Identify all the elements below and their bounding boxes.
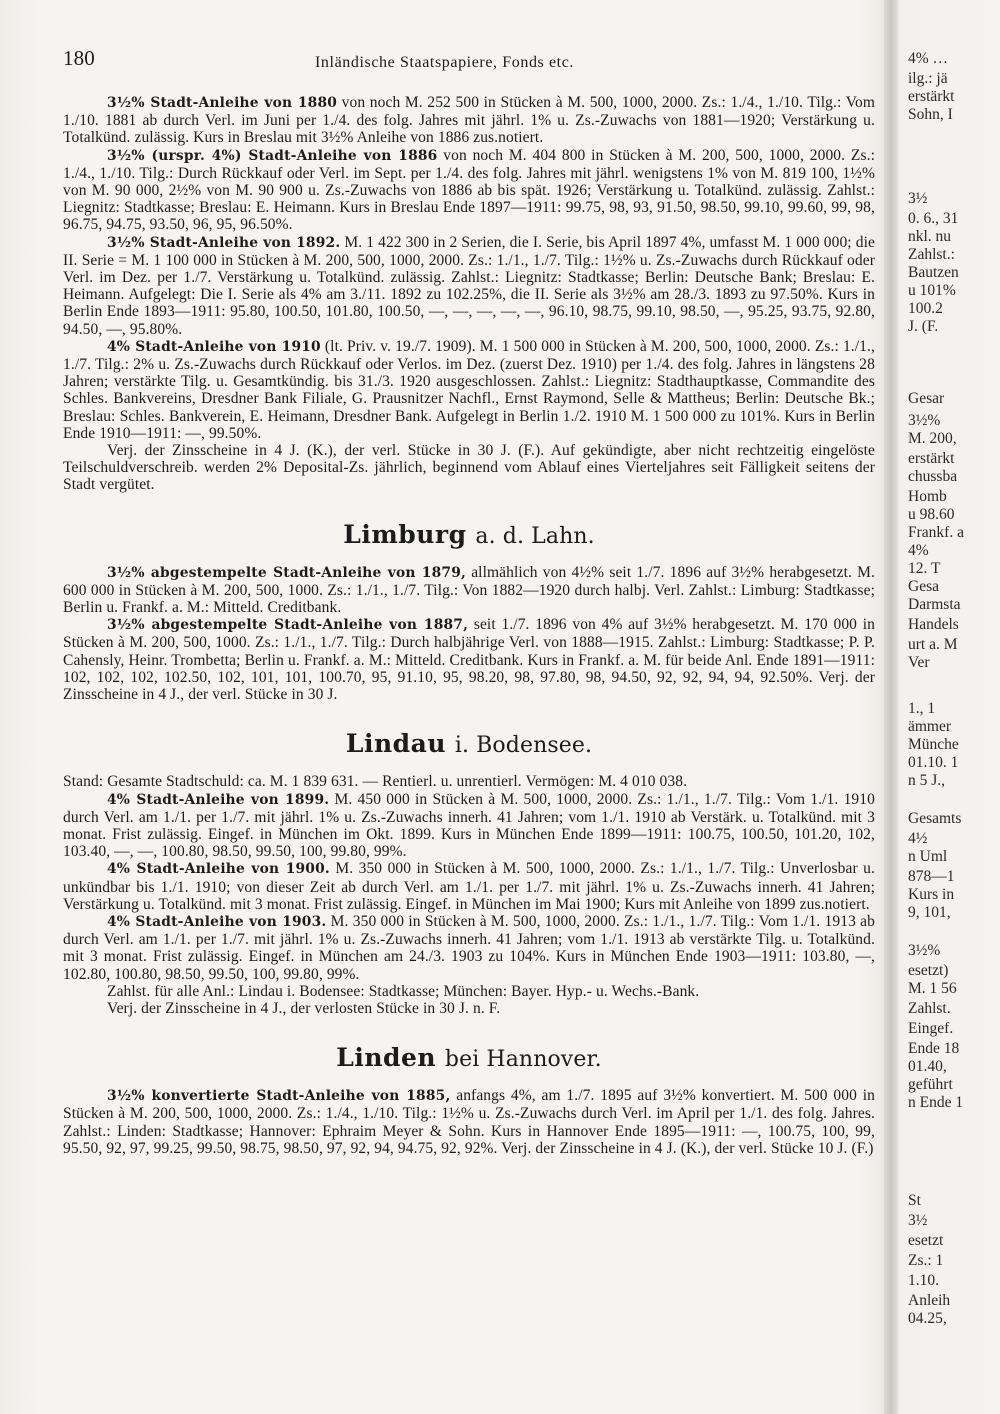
entry-text: von noch M. 252 500 in Stücken à M. 500, 1000, 2000. Zs.: 1./4., 1./10. Tilg.: Vom 1./10. 1881 ab durch Verl. im Juni per 1./4. des folg. Jahres mit jährl. 1% u. Zs.-Zuwachs von 1881—1920; Verstärkung u. Totalkünd. zulässig. Kurs in Breslau mit 3½% Anleihe von 1886 zus.notiert.	[63, 94, 875, 147]
right-column-fragment: Gesamts	[908, 810, 962, 827]
entry-text: M. 1 422 300 in 2 Serien, die I. Serie, bis April 1897 4%, umfasst M. 1 000 000; die II. Serie = M. 1 100 000 in Stücken à M. 200, 500, 1000, 2000. Zs.: 1./1., 1./7. Tilg.: 1½% u. Zs.-Zuwachs durch Rückkauf oder Verl. im Dez. per 1./7. Verstärkung u. Totalkünd. zulässig. Zahlst.: Liegnitz: Stadtkasse; Berlin: Deutsche Bank; Breslau: E. Heimann. Aufgelegt: Die I. Serie als 4% am 3./11. 1892 zu 102.25%, die II. Serie als 3½% am 28./3. 1893 zu 97.50%. Kurs in Berlin Ende 1893—1911: 95.80, 100.50, 101.80, 100.50, —, —, —, —, —, 96.10, 98.75, 99.10, 98.50, —, 95.25, 93.75, 92.80, 94.50, —, 95.80%.	[63, 233, 875, 338]
right-column-fragment: J. (F.	[908, 318, 939, 335]
entry-text: von noch M. 404 800 in Stücken à M. 200, 500, 1000, 2000. Zs.: 1./4., 1./10. Tilg.: Durch Rückkauf oder Verl. im Sept. per 1./4. des folg. Jahres mit jährl. wenigstens 1% von M. 819 100, 1½% von M. 90 000, 2½% von M. 90 900 u. Zs.-Zuwachs von 1886 ab bis spät. 1926; Verstärkung u. Totalkünd. zulässig. Zahlst.: Liegnitz: Stadtkasse; Breslau: E. Heimann. Kurs in Breslau Ende 1897—1911: 99.75, 98, 93, 91.50, 98.50, 99.10, 99.60, 99, 98, 96.75, 94.75, 93.50, 96, 95, 96.50%.	[63, 146, 875, 234]
right-column-fragment: n Ende 1	[908, 1094, 964, 1111]
entry-title: 4% Stadt-Anleihe von 1910	[107, 338, 321, 355]
entry-title: 4% Stadt-Anleihe von 1899.	[107, 791, 330, 808]
right-column-fragment: 3½	[908, 1212, 928, 1229]
right-column-fragment: geführt	[908, 1076, 953, 1093]
entry-liegnitz-1880	[63, 94, 875, 147]
right-column-fragment: 4½	[908, 830, 928, 847]
right-column-fragment: 01.10. 1	[908, 754, 959, 771]
right-column-fragment: 04.25,	[908, 1310, 947, 1327]
entry-linden-1885	[63, 1087, 875, 1157]
entry-text: (lt. Priv. v. 19./7. 1909). M. 1 500 000 in Stücken à M. 200, 500, 1000, 2000. Zs.: 1./1., 1./7. Tilg.: 2% u. Zs.-Zuwachs durch Rückkauf oder Verlos. im Dez. (zuerst Dez. 1910) per 1./4. des folg. Jahres in längstens 28 Jahren; verstärkte Tilg. u. Gesamtkündig. bis 31./3. 1920 ausgeschlossen. Zahlst.: Liegnitz: Stadthauptkasse, Commandite des Schles. Bankvereins, Dresdner Bank Filiale, G. Prausnitzer Nachfl., Ernst Raymond, Selle & Mattheus; Berlin: Deutsche Bk.; Breslau: Schles. Bankverein, E. Heimann, Dresdner Bank. Aufgelegt in Berlin 1./2. 1910 M. 1 500 000 zu 101%. Kurs in Berlin Ende 1910—1911: —, 99.50%.	[63, 337, 875, 442]
entry-text: seit 1./7. 1896 von 4% auf 3½% herabgesetzt. M. 170 000 in Stücken à M. 200, 500, 1000. Zs.: 1./1., 1./7. Tilg.: Durch halbjährige Verl. von 1888—1915. Zahlst.: Limburg: Stadtkasse; P. P. Cahensly, Heinr. Trombetta; Berlin u. Frankf. a. M.: Mitteld. Creditbank. Kurs in Frankf. a. M. für beide Anl. Ende 1891—1911: 102, 102, 102, 102.50, 102, 101, 101, 100.70, 95, 91.10, 95, 98.20, 98, 97.80, 98, 94.50, 92, 92, 94, 94, 92.50%. Verj. der Zinsscheine in 4 J., der verl. Stücke in 30 J.	[63, 616, 876, 704]
section-linden	[63, 1087, 875, 1157]
city-heading-limburg	[63, 520, 875, 552]
right-column-fragment: Zs.: 1	[908, 1252, 944, 1269]
right-column-fragment: 1., 1	[908, 700, 936, 717]
entry-text: allmählich von 4½% seit 1./7. 1896 auf 3½% herabgesetzt. M. 600 000 in Stücken à M. 200, 500, 1000. Zs.: 1./1., 1./7. Tilg.: Von 1882—1920 durch halbj. Verl. Zahlst.: Limburg: Stadtkasse; Berlin u. Frankf. a. M.: Mitteld. Creditbank.	[63, 563, 875, 617]
right-column-fragment: Gesar	[908, 390, 945, 407]
right-column-fragment: esetzt	[908, 1232, 944, 1249]
entry-text: anfangs 4%, am 1./7. 1895 auf 3½% konvertiert. M. 500 000 in Stücken à M. 200, 500, 1000, 2000. Zs.: 1./4., 1./10. Tilg.: 1½% u. Zs.-Zuwachs durch Verl. im April per 1./1. des folg. Jahres. Zahlst.: Linden: Stadtkasse; Hannover: Ephraim Meyer & Sohn. Kurs in Hannover Ende 1895—1911: —, 100.75, 100, 99, 95.50, 92, 97, 99.25, 99.50, 98.75, 98.50, 97, 92, 94, 94.75, 92, 92%. Verj. der Zinsscheine in 4 J. (K.), der verl. Stücke 10 J. (F.)	[63, 1087, 876, 1157]
right-column-fragment: Gesa	[908, 578, 939, 595]
entry-title: 4% Stadt-Anleihe von 1900.	[107, 861, 330, 878]
entry-liegnitz-1892	[63, 234, 875, 338]
entry-lindau-1899	[63, 791, 875, 861]
running-head	[63, 46, 875, 78]
entry-title: 3½% Stadt-Anleihe von 1880	[107, 95, 338, 111]
right-column-fragment: chussba	[908, 468, 958, 485]
right-column-fragment: Münche	[908, 736, 959, 753]
right-column-fragment: 9, 101,	[908, 904, 951, 921]
entry-limburg-1887	[63, 616, 875, 703]
entry-title: 3½% abgestempelte Stadt-Anleihe von 1879,	[107, 564, 466, 581]
section-liegnitz	[63, 94, 875, 494]
right-column-fragment: M. 1 56	[908, 980, 957, 997]
right-column-fragment: Ver	[908, 654, 930, 671]
city-heading-linden	[63, 1043, 875, 1075]
right-column-fragment: Ende 18	[908, 1040, 960, 1057]
entry-lindau-1903	[63, 913, 875, 983]
entry-title: 3½% abgestempelte Stadt-Anleihe von 1887,	[107, 617, 469, 634]
right-column-fragment: erstärkt	[908, 88, 955, 105]
right-column-fragment: 12. T	[908, 560, 941, 577]
entry-text: M. 350 000 in Stücken à M. 500, 1000, 2000. Zs.: 1./1., 1./7. Tilg.: Unverlosbar u. unkündbar bis 1./1. 1910; von dieser Zeit ab durch Verl. am 1./1. per 1./7. mit jährl. 1% u. Zs.-Zuwachs innerh. 41 Jahren; Verstärkung u. Totalkünd. mit 3 monat. Frist zulässig. Eingef. in München im Mai 1900; Kurs mit Anleihe von 1899 zus.notiert.	[63, 860, 875, 913]
entry-title: 3½% (urspr. 4%) Stadt-Anleihe von 1886	[107, 147, 438, 164]
right-column-fragment: Kurs in	[908, 886, 955, 903]
right-column-fragment: 01.40,	[908, 1058, 947, 1075]
right-column-fragment: u 101%	[908, 282, 956, 299]
city-suffix: a. d. Lahn.	[475, 523, 595, 549]
right-column-fragment: 0. 6., 31	[908, 210, 959, 227]
right-column-fragment: esetzt)	[908, 962, 949, 979]
city-name: Limburg	[343, 519, 467, 549]
entry-lindau-1900	[63, 860, 875, 913]
right-column-fragment: nkl. nu	[908, 228, 952, 245]
section-lindau	[63, 773, 875, 1017]
entry-text: M. 450 000 in Stücken à M. 500, 1000, 2000. Zs.: 1./1., 1./7. Tilg.: Vom 1./1. 1910 durch Verl. am 1./1. per 1./7. mit jährl. 1% u. Zs.-Zuwachs innerh. 41 Jahren; vom 1./1. 1910 ab Verstärk. u. Totalkünd. mit 3 monat. Frist zulässig. Eingef. in München im Okt. 1899. Kurs in München Ende 1899—1911: 100.75, 100.50, 101.20, 102, 103.40, —, —, 100.80, 98.50, 99.50, 100, 99.80, 99%.	[63, 790, 875, 861]
adjacent-page-fragments	[908, 50, 1000, 1414]
right-column-fragment: Bautzen	[908, 264, 959, 281]
note-liegnitz-verj: Verj. der Zinsscheine in 4 J. (K.), der verl. Stücke in 30 J. (F.). Auf gekündigte, aber nicht rechtzeitig eingelöste Teilschuldverschreib. werden 2% Deposital-Zs. jährlich, beginnend vom Ablauf eines Vierteljahres seit Fälligkeit seitens der Stadt vergütet.	[63, 442, 875, 494]
right-column-fragment: 100.2	[908, 300, 943, 317]
right-column-fragment: Homb	[908, 488, 947, 505]
right-column-fragment: 878—1	[908, 868, 955, 885]
right-column-fragment: 3½	[908, 190, 928, 207]
main-column	[63, 46, 876, 1157]
right-column-fragment: Frankf. a	[908, 524, 964, 541]
right-column-fragment: M. 200,	[908, 430, 957, 447]
right-column-fragment: Sohn, I	[908, 106, 953, 123]
right-column-fragment: Darmsta	[908, 596, 961, 613]
entry-title: 4% Stadt-Anleihe von 1903.	[107, 913, 327, 930]
right-column-fragment: Zahlst.	[908, 1000, 951, 1017]
right-column-fragment: St	[908, 1192, 921, 1209]
running-title: Inländische Staatspapiere, Fonds etc.	[315, 54, 575, 71]
right-column-fragment: 4% …	[908, 50, 949, 67]
entry-title: 3½% konvertierte Stadt-Anleihe von 1885,	[107, 1088, 451, 1105]
right-column-fragment: ämmer	[908, 718, 952, 735]
right-column-fragment: urt a. M	[908, 636, 958, 653]
right-column-fragment: n 5 J.,	[908, 772, 946, 789]
page-number: 180	[63, 46, 95, 70]
entry-title: 3½% Stadt-Anleihe von 1892.	[107, 234, 341, 251]
right-column-fragment: u 98.60	[908, 506, 955, 523]
entry-text: M. 350 000 in Stücken à M. 500, 1000, 2000. Zs.: 1./1., 1./7. Tilg.: Vom 1./1. 1913 ab durch Verl. am 1./1. per 1./7. mit jährl. 1% u. Zs.-Zuwachs innerh. 41 Jahren; vom 1./1. 1913 ab verstärkte Tilg. u. Totalkünd. mit 3 monat. Frist zulässig. Eingef. in München am 24./3. 1903 zu 104%. Kurs in München Ende 1903—1911: 103.80, —, 102.80, 100.80, 98.50, 99.50, 100, 99.80, 99%.	[63, 912, 875, 983]
right-column-fragment: 4%	[908, 542, 929, 559]
city-suffix: i. Bodensee.	[454, 733, 593, 759]
city-heading-lindau	[63, 729, 875, 761]
entry-liegnitz-1886	[63, 147, 875, 234]
right-column-fragment: 3½%	[908, 942, 941, 959]
right-column-fragment: 3½%	[908, 412, 941, 429]
city-suffix: bei Hannover.	[444, 1047, 602, 1073]
entry-liegnitz-1910	[63, 338, 875, 442]
right-column-fragment: 1.10.	[908, 1272, 939, 1289]
right-column-fragment: Eingef.	[908, 1020, 954, 1037]
right-column-fragment: Anleih	[908, 1292, 951, 1309]
lindau-zahlst: Zahlst. für alle Anl.: Lindau i. Bodensee: Stadtkasse; München: Bayer. Hyp.- u. Wechs.-Bank.	[107, 982, 700, 1000]
right-column-fragment: erstärkt	[908, 450, 955, 467]
city-name: Linden	[336, 1043, 437, 1073]
right-column-fragment: n Uml	[908, 848, 948, 865]
lindau-stand: Stand: Gesamte Stadtschuld: ca. M. 1 839 631. — Rentierl. u. unrentierl. Vermögen: M. 4 010 038.	[63, 773, 688, 791]
entry-limburg-1879	[63, 564, 875, 617]
right-column-fragment: Handels	[908, 616, 959, 633]
right-column-fragment: Zahlst.:	[908, 246, 955, 263]
right-column-fragment: ilg.: jä	[908, 70, 948, 87]
section-limburg	[63, 564, 875, 704]
page-gutter-fold	[884, 0, 898, 1414]
lindau-verj: Verj. der Zinsscheine in 4 J., der verlosten Stücke in 30 J. n. F.	[107, 999, 501, 1017]
city-name: Lindau	[345, 729, 447, 759]
